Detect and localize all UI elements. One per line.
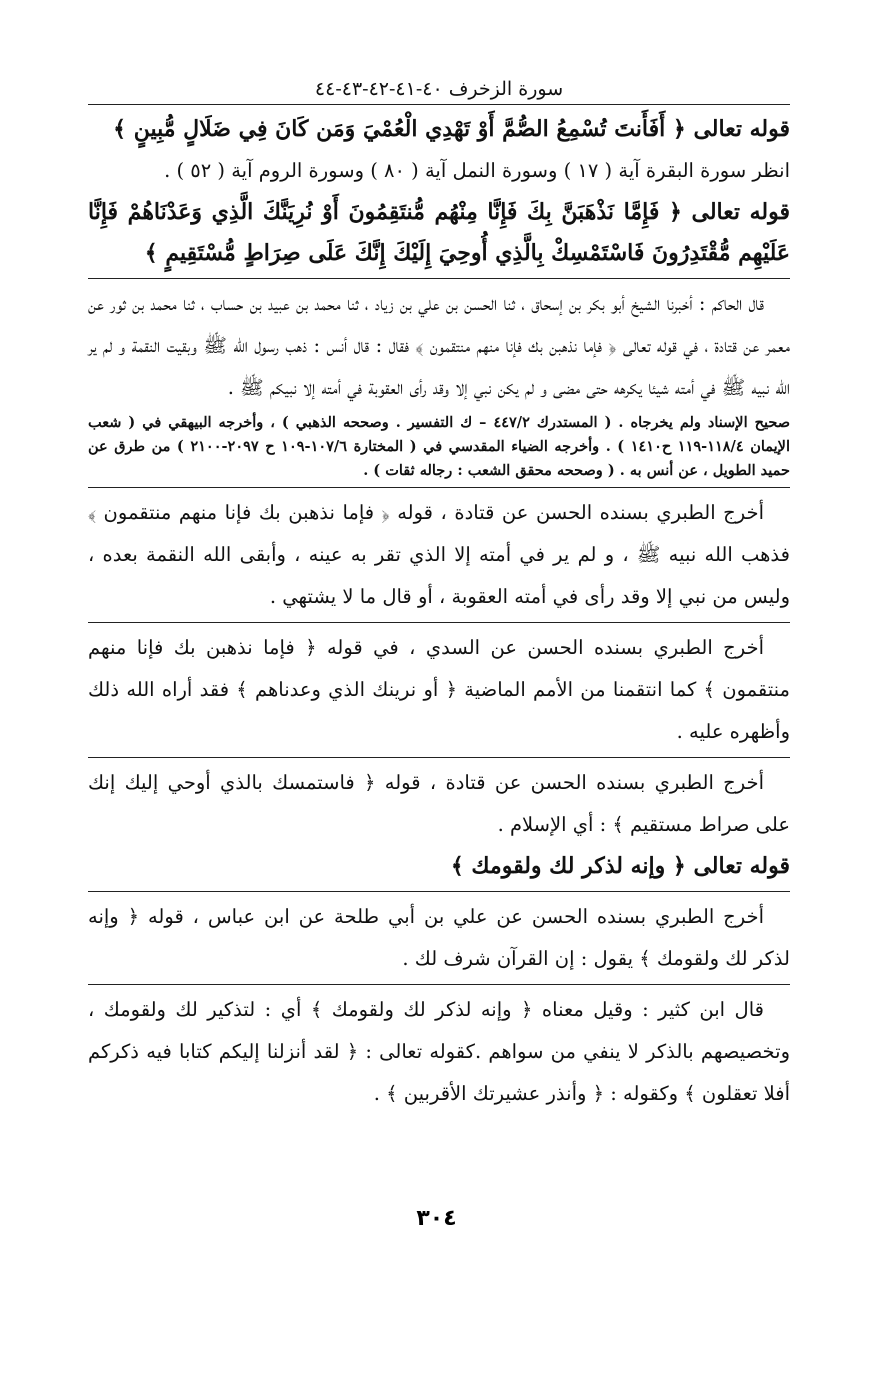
divider — [88, 278, 790, 279]
divider — [88, 622, 790, 623]
commentary-paragraph: أخرج الطبري بسنده الحسن عن قتادة ، قوله ﴿ فاستمسك بالذي أوحي إليك إنك على صراط مستقيم ﴾ : أي الإسلام . — [88, 771, 790, 836]
page-number: ٣٠٤ — [416, 1206, 457, 1231]
running-header: سورة الزخرف ٤٠-٤١-٤٢-٤٣-٤٤ — [88, 78, 790, 105]
divider — [88, 984, 790, 985]
page — [88, 78, 790, 1368]
verse-heading: قوله تعالى ﴿ وإنه لذكر لك ولقومك ﴾ — [450, 853, 790, 879]
commentary-paragraph: أخرج الطبري بسنده الحسن عن قتادة ، قوله ﴿ فإما نذهبن بك فإنا منهم منتقمون ﴾ فذهب الله نبيه ﷺ ، و لم ير في أمته إلا الذي تقر به عينه ، وأبقى الله النقمة بعده ، وليس من نبي إلا وقد رأى في أمته العقوبة ، أو قال ما لا يشتهي . — [88, 501, 790, 608]
commentary-paragraph: أخرج الطبري بسنده الحسن عن السدي ، في قوله ﴿ فإما نذهبن بك فإنا منهم منتقمون ﴾ كما انتقمنا من الأمم الماضية ﴿ أو نرينك الذي وعدناهم ﴾ فقد أراه الله ذلك وأظهره عليه . — [88, 636, 790, 743]
divider — [88, 757, 790, 758]
commentary-paragraph: قال الحاكم : أخبرنا الشيخ أبو بكر بن إسحاق ، ثنا الحسن بن علي بن زياد ، ثنا محمد بن عبيد بن حساب ، ثنا محمد بن ثور عن معمر عن قتادة ، في قوله تعالى ﴿ فإما نذهبن بك فإنا منهم منتقمون ﴾ فقال : قال أنس : ذهب رسول الله ﷺ وبقيت النقمة و لم ير الله نبيه ﷺ في أمته شيئا يكرهه حتى مضى و لم يكن نبي إلا وقد رأى العقوبة في أمته إلا نبيكم ﷺ . — [88, 292, 790, 399]
divider — [88, 891, 790, 892]
hadith-grading-note: صحيح الإسناد ولم يخرجاه . ( المستدرك ٤٤٧/٢ – ك التفسير . وصححه الذهبي ) ، وأخرجه البيهقي في ( شعب الإيمان ١١٨/٤-١١٩ ح١٤١٠ ) . وأخرجه الضياء المقدسي في ( المختارة ١٠٧/٦-١٠٩ ح ٢٠٩٧-٢١٠٠ ) من طرق عن حميد الطويل ، عن أنس به . ( وصححه محقق الشعب : رجاله ثقات ) . — [88, 414, 791, 479]
commentary-paragraph: قال ابن كثير : وقيل معناه ﴿ وإنه لذكر لك ولقومك ﴾ أي : لتذكير لك ولقومك ، وتخصيصهم بالذكر لا ينفي من سواهم .كقوله تعالى : ﴿ لقد أنزلنا إليكم كتابا فيه ذكركم أفلا تعقلون ﴾ وكقوله : ﴿ وأنذر عشيرتك الأقربين ﴾ . — [88, 998, 790, 1105]
divider — [88, 487, 790, 488]
verse-heading: قوله تعالى ﴿ أَفَأَنتَ تُسْمِعُ الصُّمَّ أَوْ تَهْدِي الْعُمْيَ وَمَن كَانَ فِي ضَلَالٍ مُّبِينٍ ﴾ — [113, 116, 790, 142]
verse-heading: قوله تعالى ﴿ فَإِمَّا نَذْهَبَنَّ بِكَ فَإِنَّا مِنْهُم مُّنتَقِمُونَ أَوْ نُرِيَنَّكَ الَّذِي وَعَدْنَاهُمْ فَإِنَّا عَلَيْهِم مُّقْتَدِرُونَ فَاسْتَمْسِكْ بِالَّذِي أُوحِيَ إِلَيْكَ إِنَّكَ عَلَى صِرَاطٍ مُّسْتَقِيمٍ ﴾ — [88, 199, 790, 266]
commentary-paragraph: أخرج الطبري بسنده الحسن عن علي بن أبي طلحة عن ابن عباس ، قوله ﴿ وإنه لذكر لك ولقومك ﴾ يقول : إن القرآن شرف لك . — [88, 905, 790, 970]
page-content — [88, 109, 790, 1115]
cross-reference: انظر سورة البقرة آية ( ١٧ ) وسورة النمل آية ( ٨٠ ) وسورة الروم آية ( ٥٢ ) . — [164, 159, 790, 182]
